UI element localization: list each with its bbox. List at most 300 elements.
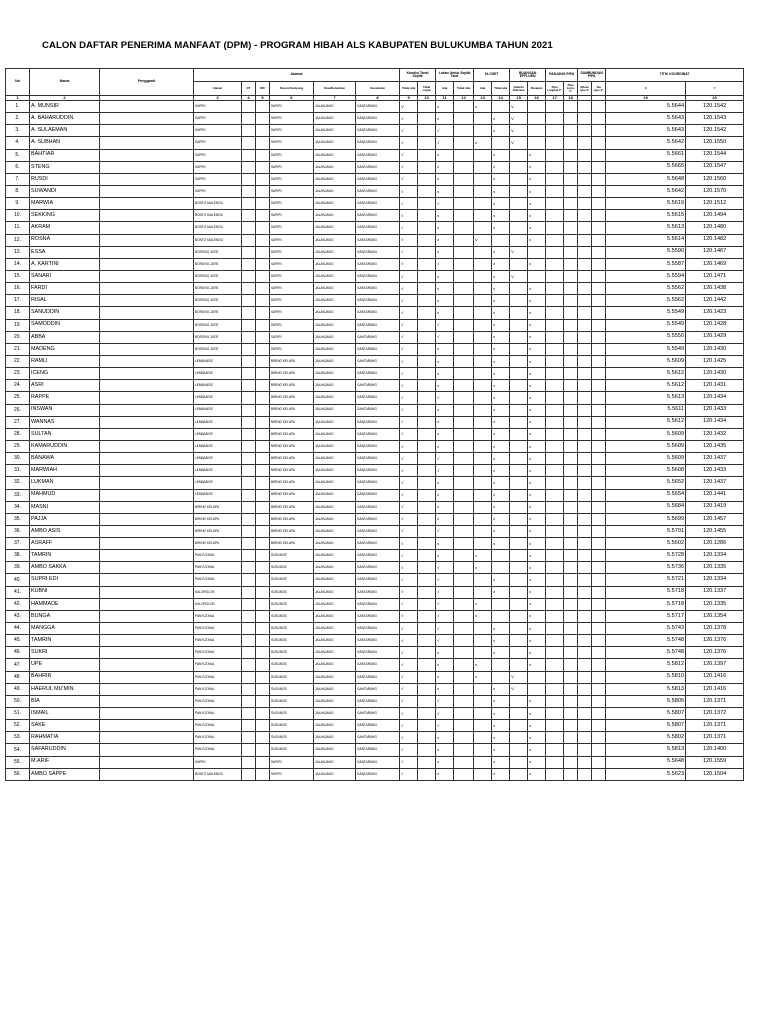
row-kondisi-tidak-ada: √: [400, 501, 418, 513]
row-pipa-lurus: [564, 465, 578, 477]
row-rw: [256, 623, 270, 635]
row-coord-x: 5.5748: [606, 647, 686, 659]
row-saluran: [510, 355, 528, 367]
row-kloset-tidak-ada: x: [492, 695, 510, 707]
row-kondisi-tidak-ada: √: [400, 234, 418, 246]
row-dusun: SUSUNGE: [270, 550, 314, 562]
row-rt: [242, 283, 256, 295]
row-lahan-tidak-ada: [454, 623, 474, 635]
row-saluran: [510, 319, 528, 331]
row-saluran: [510, 744, 528, 756]
row-kloset-ada: [474, 695, 492, 707]
row-rw: [256, 501, 270, 513]
row-rw: [256, 173, 270, 185]
row-desa: JALANJANG: [314, 246, 356, 258]
row-kloset-tidak-ada: x: [492, 307, 510, 319]
row-rw: [256, 210, 270, 222]
row-kecamatan: GANTARANG: [356, 283, 400, 295]
row-rt: [242, 113, 256, 125]
row-kondisi-tidak-ada: √: [400, 744, 418, 756]
row-alamat: PANYUTANA: [194, 720, 242, 732]
row-kloset-ada: [474, 307, 492, 319]
row-alamat: PANYUTANA: [194, 550, 242, 562]
row-rt: [242, 525, 256, 537]
row-pipa-lurus: [564, 477, 578, 489]
row-nama: ISMAIL: [30, 708, 100, 720]
row-coord-y: 120.1286: [686, 538, 744, 550]
row-pengganti: [100, 319, 194, 331]
row-elbow: [578, 331, 592, 343]
row-alamat: PANYUTANA: [194, 635, 242, 647]
row-pipa-lurus: [564, 125, 578, 137]
row-pipa-lurus: [564, 453, 578, 465]
row-kondisi-tidak-ada: √: [400, 222, 418, 234]
row-kondisi-tidak-layak: [418, 234, 436, 246]
row-rt: [242, 185, 256, 197]
row-rw: [256, 234, 270, 246]
header-tidak-layak: Tidak Layak: [418, 82, 436, 96]
row-kondisi-tidak-layak: [418, 416, 436, 428]
row-tee: [592, 695, 606, 707]
row-pipa-lingkok: [546, 331, 564, 343]
header-pipa-lingkok: Pipa Lingkok 3": [546, 82, 564, 96]
row-rt: [242, 173, 256, 185]
row-kondisi-tidak-layak: [418, 319, 436, 331]
row-kloset-ada: [474, 295, 492, 307]
row-saluran: [510, 440, 528, 452]
row-kloset-tidak-ada: x: [492, 428, 510, 440]
row-saluran: [510, 392, 528, 404]
row-kloset-ada: x: [474, 137, 492, 149]
row-resapan: x: [528, 647, 546, 659]
row-desa: JALANJANG: [314, 161, 356, 173]
row-lahan-tidak-ada: [454, 258, 474, 270]
row-lahan-tidak-ada: [454, 732, 474, 744]
row-pipa-lingkok: [546, 453, 564, 465]
row-elbow: [578, 416, 592, 428]
row-coord-y: 120.1432: [686, 428, 744, 440]
row-nama: RAHMATIA: [30, 732, 100, 744]
column-number: 20: [686, 96, 744, 101]
row-pipa-lingkok: [546, 307, 564, 319]
row-rt: [242, 659, 256, 671]
row-lahan-tidak-ada: [454, 525, 474, 537]
row-pipa-lingkok: [546, 756, 564, 768]
row-kecamatan: GANTARANG: [356, 137, 400, 149]
row-kondisi-tidak-layak: [418, 404, 436, 416]
row-saluran: [510, 465, 528, 477]
row-pipa-lingkok: [546, 246, 564, 258]
row-lahan-ada: √: [436, 720, 454, 732]
table-row: [6, 185, 744, 197]
row-tee: [592, 210, 606, 222]
row-nama: BAHRIR: [30, 671, 100, 683]
row-nama: MANGGA: [30, 623, 100, 635]
row-pipa-lingkok: [546, 355, 564, 367]
table-row: [6, 113, 744, 125]
row-elbow: [578, 185, 592, 197]
row-resapan: x: [528, 768, 546, 780]
row-desa: JALANJANG: [314, 416, 356, 428]
row-rt: [242, 416, 256, 428]
row-desa: JALANJANG: [314, 404, 356, 416]
row-lahan-tidak-ada: [454, 368, 474, 380]
row-dusun: BIRING KELAPA: [270, 489, 314, 501]
row-nama: HAMMADE: [30, 598, 100, 610]
row-nama: SUPRI EDI: [30, 574, 100, 586]
row-desa: JALANJANG: [314, 525, 356, 537]
row-lahan-ada: x: [436, 101, 454, 113]
row-kondisi-tidak-ada: √: [400, 380, 418, 392]
row-rw: [256, 307, 270, 319]
row-tee: [592, 489, 606, 501]
row-coord-x: 5.5644: [606, 101, 686, 113]
row-kondisi-tidak-ada: √: [400, 635, 418, 647]
row-lahan-ada: √: [436, 319, 454, 331]
row-kecamatan: GANTARANG: [356, 270, 400, 282]
row-kondisi-tidak-layak: [418, 538, 436, 550]
row-alamat: LEMBANGE: [194, 368, 242, 380]
row-desa: JALANJANG: [314, 113, 356, 125]
row-kecamatan: GANTARANG: [356, 695, 400, 707]
row-lahan-ada: √: [436, 562, 454, 574]
row-rw: [256, 368, 270, 380]
table-row: [6, 550, 744, 562]
row-rw: [256, 586, 270, 598]
row-pengganti: [100, 586, 194, 598]
row-alamat: PANYUTANA: [194, 623, 242, 635]
row-tee: [592, 331, 606, 343]
row-resapan: [528, 270, 546, 282]
header-rt: RT: [242, 82, 256, 96]
row-desa: JALANJANG: [314, 489, 356, 501]
row-number: 41.: [6, 586, 30, 598]
row-desa: JALANJANG: [314, 380, 356, 392]
row-pengganti: [100, 113, 194, 125]
row-lahan-ada: x: [436, 185, 454, 197]
row-lahan-tidak-ada: [454, 538, 474, 550]
row-tee: [592, 198, 606, 210]
row-dusun: SUSUNGE: [270, 671, 314, 683]
row-kondisi-tidak-layak: [418, 550, 436, 562]
row-pengganti: [100, 355, 194, 367]
row-lahan-ada: x: [436, 489, 454, 501]
row-elbow: [578, 695, 592, 707]
row-pengganti: [100, 562, 194, 574]
row-kloset-tidak-ada: [492, 101, 510, 113]
row-kecamatan: GANTARANG: [356, 246, 400, 258]
table-row: [6, 173, 744, 185]
row-kloset-ada: [474, 586, 492, 598]
table-row: [6, 234, 744, 246]
header-pipa-lurus: Pipa Lurus 3": [564, 82, 578, 96]
row-coord-x: 5.5805: [606, 695, 686, 707]
row-kecamatan: GANTARANG: [356, 258, 400, 270]
row-elbow: [578, 137, 592, 149]
row-pipa-lurus: [564, 113, 578, 125]
row-nama: ICENG: [30, 368, 100, 380]
row-rt: [242, 671, 256, 683]
row-kondisi-tidak-ada: √: [400, 331, 418, 343]
row-coord-x: 5.5807: [606, 720, 686, 732]
row-pipa-lingkok: [546, 550, 564, 562]
row-desa: JALANJANG: [314, 610, 356, 622]
row-rt: [242, 380, 256, 392]
table-row: [6, 635, 744, 647]
row-coord-y: 120.1570: [686, 185, 744, 197]
row-pengganti: [100, 647, 194, 659]
row-coord-y: 120.1438: [686, 283, 744, 295]
row-nama: RAPPE: [30, 392, 100, 404]
row-alamat: LEMBANGE: [194, 404, 242, 416]
row-alamat: LEMBANGE: [194, 477, 242, 489]
row-alamat: SAPIRI: [194, 185, 242, 197]
row-kondisi-tidak-ada: √: [400, 489, 418, 501]
row-pengganti: [100, 343, 194, 355]
row-kondisi-tidak-layak: [418, 343, 436, 355]
row-rw: [256, 198, 270, 210]
row-coord-x: 5.5594: [606, 270, 686, 282]
row-kloset-tidak-ada: x: [492, 210, 510, 222]
row-rw: [256, 392, 270, 404]
row-pengganti: [100, 392, 194, 404]
row-coord-x: 5.5613: [606, 222, 686, 234]
row-kecamatan: GANTARANG: [356, 598, 400, 610]
row-elbow: [578, 610, 592, 622]
row-number: 25.: [6, 392, 30, 404]
row-number: 53.: [6, 732, 30, 744]
row-pipa-lingkok: [546, 101, 564, 113]
row-coord-x: 5.5802: [606, 732, 686, 744]
row-elbow: [578, 756, 592, 768]
header-kloset: KLOSET: [474, 69, 510, 82]
column-number: 4: [242, 96, 256, 101]
row-coord-y: 120.1430: [686, 343, 744, 355]
row-coord-x: 5.5810: [606, 671, 686, 683]
row-elbow: [578, 489, 592, 501]
row-desa: JALANJANG: [314, 440, 356, 452]
row-resapan: x: [528, 392, 546, 404]
row-kondisi-tidak-layak: [418, 295, 436, 307]
row-kecamatan: GANTARANG: [356, 404, 400, 416]
row-pengganti: [100, 173, 194, 185]
row-nama: SAMODDIN: [30, 319, 100, 331]
row-coord-x: 5.5643: [606, 125, 686, 137]
row-kondisi-tidak-layak: [418, 258, 436, 270]
row-dusun: SUSUNGE: [270, 586, 314, 598]
table-row: [6, 465, 744, 477]
row-kloset-tidak-ada: x: [492, 683, 510, 695]
row-elbow: [578, 635, 592, 647]
row-resapan: [528, 246, 546, 258]
row-desa: JALANJANG: [314, 234, 356, 246]
row-tee: [592, 744, 606, 756]
row-kloset-ada: [474, 501, 492, 513]
table-row: [6, 355, 744, 367]
row-coord-y: 120.1544: [686, 149, 744, 161]
row-kloset-tidak-ada: x: [492, 222, 510, 234]
row-pipa-lingkok: [546, 295, 564, 307]
row-resapan: x: [528, 501, 546, 513]
row-kloset-ada: x: [474, 659, 492, 671]
row-pengganti: [100, 659, 194, 671]
row-coord-y: 120.1372: [686, 708, 744, 720]
table-row: [6, 331, 744, 343]
row-coord-x: 5.5807: [606, 708, 686, 720]
row-nama: A. KARTINI: [30, 258, 100, 270]
row-coord-y: 120.1425: [686, 355, 744, 367]
row-kloset-tidak-ada: x: [492, 258, 510, 270]
row-elbow: [578, 744, 592, 756]
row-kloset-ada: [474, 258, 492, 270]
row-saluran: [510, 210, 528, 222]
row-rw: [256, 246, 270, 258]
row-pipa-lingkok: [546, 635, 564, 647]
row-kecamatan: GANTARANG: [356, 683, 400, 695]
row-pipa-lingkok: [546, 598, 564, 610]
row-resapan: x: [528, 525, 546, 537]
row-alamat: LEMBANGE: [194, 416, 242, 428]
row-coord-y: 120.1442: [686, 295, 744, 307]
row-elbow: [578, 368, 592, 380]
row-kondisi-tidak-ada: √: [400, 720, 418, 732]
row-kondisi-tidak-ada: √: [400, 198, 418, 210]
row-kloset-ada: [474, 173, 492, 185]
row-resapan: x: [528, 695, 546, 707]
row-number: 26.: [6, 404, 30, 416]
row-resapan: x: [528, 513, 546, 525]
row-saluran: [510, 732, 528, 744]
row-desa: JALANJANG: [314, 550, 356, 562]
row-kondisi-tidak-layak: [418, 173, 436, 185]
row-alamat: BONTO MALENGO: [194, 198, 242, 210]
row-elbow: [578, 513, 592, 525]
row-rw: [256, 185, 270, 197]
column-number: 18: [564, 96, 578, 101]
row-desa: JALANJANG: [314, 101, 356, 113]
row-nama: INSWAN: [30, 404, 100, 416]
row-kondisi-tidak-layak: [418, 720, 436, 732]
row-saluran: [510, 574, 528, 586]
row-lahan-tidak-ada: [454, 562, 474, 574]
row-lahan-tidak-ada: [454, 659, 474, 671]
row-lahan-ada: x: [436, 246, 454, 258]
row-tee: [592, 307, 606, 319]
row-kecamatan: GANTARANG: [356, 659, 400, 671]
row-elbow: [578, 319, 592, 331]
row-coord-y: 120.1354: [686, 610, 744, 622]
row-coord-x: 5.5602: [606, 538, 686, 550]
column-number: 14: [492, 96, 510, 101]
row-resapan: x: [528, 453, 546, 465]
row-rw: [256, 149, 270, 161]
row-kondisi-tidak-layak: [418, 732, 436, 744]
row-lahan-tidak-ada: [454, 149, 474, 161]
row-kecamatan: GANTARANG: [356, 708, 400, 720]
row-kecamatan: GANTARANG: [356, 355, 400, 367]
row-kecamatan: GANTARANG: [356, 671, 400, 683]
row-pipa-lurus: [564, 598, 578, 610]
row-rw: [256, 647, 270, 659]
row-pengganti: [100, 149, 194, 161]
row-coord-x: 5.5549: [606, 343, 686, 355]
row-alamat: PANYUTANA: [194, 671, 242, 683]
row-coord-x: 5.5587: [606, 258, 686, 270]
row-kloset-tidak-ada: x: [492, 623, 510, 635]
row-kloset-ada: [474, 149, 492, 161]
row-pipa-lingkok: [546, 416, 564, 428]
row-kondisi-tidak-ada: √: [400, 270, 418, 282]
row-elbow: [578, 283, 592, 295]
row-desa: JALANJANG: [314, 768, 356, 780]
table-row: [6, 307, 744, 319]
row-nama: UPE: [30, 659, 100, 671]
row-kondisi-tidak-ada: √: [400, 695, 418, 707]
row-dusun: SAPIRI: [270, 125, 314, 137]
row-lahan-tidak-ada: [454, 586, 474, 598]
row-lahan-tidak-ada: [454, 647, 474, 659]
row-lahan-ada: x: [436, 210, 454, 222]
row-coord-x: 5.5550: [606, 331, 686, 343]
row-number: 4.: [6, 137, 30, 149]
row-alamat: SAPIRI: [194, 173, 242, 185]
row-rw: [256, 598, 270, 610]
row-number: 27.: [6, 416, 30, 428]
row-tee: [592, 222, 606, 234]
row-nama: MARWIAH: [30, 465, 100, 477]
row-nama: BAHTIAR: [30, 149, 100, 161]
table-row: [6, 708, 744, 720]
row-elbow: [578, 659, 592, 671]
column-number: 6: [270, 96, 314, 101]
row-kecamatan: GANTARANG: [356, 343, 400, 355]
header-alamat: Alamat: [194, 82, 242, 96]
row-tee: [592, 623, 606, 635]
row-pengganti: [100, 404, 194, 416]
row-saluran: [510, 768, 528, 780]
column-number: 9: [400, 96, 418, 101]
row-desa: JALANJANG: [314, 198, 356, 210]
row-nama: A. MUNSIR: [30, 101, 100, 113]
row-lahan-ada: x: [436, 368, 454, 380]
row-kloset-ada: [474, 246, 492, 258]
row-nama: MASNI: [30, 501, 100, 513]
row-dusun: SUSUNGE: [270, 562, 314, 574]
row-coord-y: 120.1335: [686, 598, 744, 610]
row-kloset-tidak-ada: x: [492, 732, 510, 744]
row-elbow: [578, 173, 592, 185]
row-coord-y: 120.1416: [686, 683, 744, 695]
row-nama: SAKE: [30, 720, 100, 732]
row-rw: [256, 416, 270, 428]
row-dusun: BIRING KELAPA: [270, 428, 314, 440]
row-rt: [242, 222, 256, 234]
row-tee: [592, 708, 606, 720]
row-desa: JALANJANG: [314, 477, 356, 489]
header-lahan-ada: Ada: [436, 82, 454, 96]
row-kloset-ada: [474, 489, 492, 501]
row-dusun: SAPIRI: [270, 101, 314, 113]
row-kloset-tidak-ada: [492, 562, 510, 574]
row-kloset-ada: [474, 392, 492, 404]
row-desa: JALANJANG: [314, 695, 356, 707]
table-row: [6, 574, 744, 586]
row-elbow: [578, 161, 592, 173]
row-kecamatan: GANTARANG: [356, 465, 400, 477]
row-lahan-ada: x: [436, 538, 454, 550]
row-lahan-ada: x: [436, 307, 454, 319]
row-nama: MAHMUD: [30, 489, 100, 501]
